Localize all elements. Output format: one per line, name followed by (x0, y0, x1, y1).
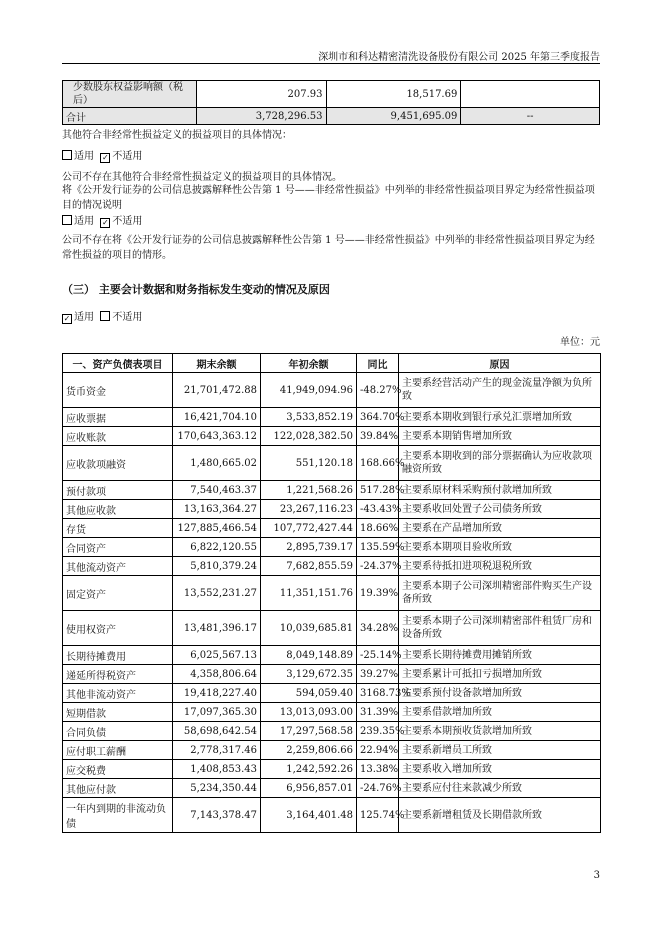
yoy-change: -24.76% (357, 779, 399, 798)
beginning-balance: 122,028,382.50 (261, 427, 357, 446)
option-label: 不适用 (112, 216, 143, 227)
table-row (63, 81, 600, 108)
yoy-change: 31.39% (357, 703, 399, 722)
unit-label: 单位：元 (560, 337, 600, 348)
paragraph: 将《公开发行证券的公司信息披露解释性公告第 1 号——非经常性损益》中列举的非经常性损益项目界定为经常性损益项目的情况说明 (62, 185, 595, 211)
non-recurring-summary-table (62, 80, 600, 125)
yoy-change: 168.66% (357, 446, 399, 481)
row-item-name: 其他应收款 (63, 500, 173, 519)
option-row (62, 149, 600, 164)
row-item-name: 短期借款 (63, 703, 173, 722)
option-label: 适用 (74, 151, 94, 162)
table-row (63, 703, 601, 722)
ending-balance: 13,552,231.27 (173, 576, 261, 611)
yoy-change: 19.39% (357, 576, 399, 611)
ytd-value: 9,451,695.09 (326, 108, 461, 125)
note-value (461, 81, 600, 108)
ending-balance: 1,408,853.43 (173, 760, 261, 779)
change-reason: 主要系收回处置子公司债务所致 (399, 500, 601, 519)
yoy-change: 125.74% (357, 798, 399, 833)
beginning-balance: 23,267,116.23 (261, 500, 357, 519)
table-row (63, 646, 601, 665)
ending-balance: 13,163,364.27 (173, 500, 261, 519)
ending-balance: 17,097,365.30 (173, 703, 261, 722)
row-item-name: 其他应付款 (63, 779, 173, 798)
table-row (63, 798, 601, 833)
change-reason: 主要系本期收到银行承兑汇票增加所致 (399, 408, 601, 427)
table-row (63, 576, 601, 611)
option-label: 适用 (74, 216, 94, 227)
beginning-balance: 3,129,672.35 (261, 665, 357, 684)
table-row (63, 684, 601, 703)
beginning-balance: 1,221,568.26 (261, 481, 357, 500)
ending-balance: 19,418,227.40 (173, 684, 261, 703)
beginning-balance: 6,956,857.01 (261, 779, 357, 798)
column-header: 一、资产负债表项目 (63, 354, 173, 373)
row-item-name: 其他非流动资产 (63, 684, 173, 703)
beginning-balance: 11,351,151.76 (261, 576, 357, 611)
ending-balance: 6,025,567.13 (173, 646, 261, 665)
yoy-change: 364.70% (357, 408, 399, 427)
yoy-change: -24.37% (357, 557, 399, 576)
table-row (63, 611, 601, 646)
option-label: 不适用 (112, 151, 143, 162)
change-reason: 主要系长期待摊费用摊销所致 (399, 646, 601, 665)
table-row (63, 779, 601, 798)
section-title: （三） 主要会计数据和财务指标发生变动的情况及原因 (62, 283, 330, 296)
paragraph: 公司不存在将《公开发行证券的公司信息披露解释性公告第 1 号——非经常性损益》中列举的非经常性损益项目界定为经常性损益的项目的情形。 (62, 235, 595, 261)
ending-balance: 4,358,806.64 (173, 665, 261, 684)
row-item-name: 其他流动资产 (63, 557, 173, 576)
column-header: 同比 (357, 354, 399, 373)
ending-balance: 16,421,704.10 (173, 408, 261, 427)
ending-balance: 5,810,379.24 (173, 557, 261, 576)
beginning-balance: 107,772,427.44 (261, 519, 357, 538)
checkbox-unchecked[interactable] (100, 311, 110, 321)
table-row (63, 373, 601, 408)
ending-balance: 127,885,466.54 (173, 519, 261, 538)
table-row (63, 665, 601, 684)
change-reason: 主要系本期预收货款增加所致 (399, 722, 601, 741)
checkbox-checked[interactable]: ✓ (102, 218, 109, 227)
yoy-change: 239.35% (357, 722, 399, 741)
option-row (62, 214, 600, 229)
beginning-balance: 10,039,685.81 (261, 611, 357, 646)
change-reason: 主要系收入增加所致 (399, 760, 601, 779)
row-label: 少数股东权益影响额（税后） (63, 81, 197, 108)
row-item-name: 递延所得税资产 (63, 665, 173, 684)
yoy-change: 34.28% (357, 611, 399, 646)
yoy-change: 39.84% (357, 427, 399, 446)
page-number: 3 (593, 870, 600, 881)
beginning-balance: 17,297,568.58 (261, 722, 357, 741)
row-item-name: 预付款项 (63, 481, 173, 500)
yoy-change: 39.27% (357, 665, 399, 684)
change-reason: 主要系原材料采购预付款增加所致 (399, 481, 601, 500)
row-item-name: 固定资产 (63, 576, 173, 611)
row-item-name: 应付职工薪酬 (63, 741, 173, 760)
ending-balance: 2,778,317.46 (173, 741, 261, 760)
option-label: 适用 (74, 312, 94, 323)
row-item-name: 合同资产 (63, 538, 173, 557)
beginning-balance: 2,259,806.66 (261, 741, 357, 760)
ending-balance: 6,822,120.55 (173, 538, 261, 557)
ending-balance: 170,643,363.12 (173, 427, 261, 446)
beginning-balance: 13,013,093.00 (261, 703, 357, 722)
checkbox-unchecked[interactable] (62, 215, 72, 225)
table-header-row (63, 354, 601, 373)
table-row (63, 427, 601, 446)
table-row (63, 741, 601, 760)
ending-balance: 1,480,665.02 (173, 446, 261, 481)
page-header: 深圳市和科达精密清洗设备股份有限公司 2025 年第三季度报告 (318, 52, 600, 63)
table-row (63, 557, 601, 576)
ending-balance: 13,481,396.17 (173, 611, 261, 646)
row-label: 合计 (63, 108, 197, 125)
ytd-value: 18,517.69 (326, 81, 461, 108)
beginning-balance: 551,120.18 (261, 446, 357, 481)
change-reason: 主要系本期子公司深圳精密部件租赁厂房和设备所致 (399, 611, 601, 646)
table-row (63, 519, 601, 538)
change-reason: 主要系经营活动产生的现金流量净额为负所致 (399, 373, 601, 408)
change-reason: 主要系本期项目验收所致 (399, 538, 601, 557)
table-row (63, 538, 601, 557)
change-reason: 主要系本期收到的部分票据确认为应收款项融资所致 (399, 446, 601, 481)
header-divider (62, 63, 600, 64)
yoy-change: 13.38% (357, 760, 399, 779)
ending-balance: 7,143,378.47 (173, 798, 261, 833)
yoy-change: 135.59% (357, 538, 399, 557)
beginning-balance: 7,682,855.59 (261, 557, 357, 576)
checkbox-unchecked[interactable] (62, 150, 72, 160)
current-value: 207.93 (196, 81, 326, 108)
ending-balance: 58,698,642.54 (173, 722, 261, 741)
change-reason: 主要系累计可抵扣亏损增加所致 (399, 665, 601, 684)
change-reason: 主要系新增员工所致 (399, 741, 601, 760)
yoy-change: -25.14% (357, 646, 399, 665)
yoy-change: 22.94% (357, 741, 399, 760)
beginning-balance: 3,533,852.19 (261, 408, 357, 427)
row-item-name: 存货 (63, 519, 173, 538)
change-reason: 主要系借款增加所致 (399, 703, 601, 722)
table-row (63, 481, 601, 500)
yoy-change: 517.28% (357, 481, 399, 500)
ending-balance: 21,701,472.88 (173, 373, 261, 408)
row-item-name: 合同负债 (63, 722, 173, 741)
row-item-name: 长期待摊费用 (63, 646, 173, 665)
ending-balance: 7,540,463.37 (173, 481, 261, 500)
table-row (63, 108, 600, 125)
yoy-change: -48.27% (357, 373, 399, 408)
column-header: 期末余额 (173, 354, 261, 373)
change-reason: 主要系在产品增加所致 (399, 519, 601, 538)
row-item-name: 应收账款 (63, 427, 173, 446)
beginning-balance: 2,895,739.17 (261, 538, 357, 557)
table-row (63, 722, 601, 741)
row-item-name: 使用权资产 (63, 611, 173, 646)
change-reason: 主要系应付往来款减少所致 (399, 779, 601, 798)
table-row (63, 500, 601, 519)
option-row (62, 310, 600, 325)
column-header: 年初余额 (261, 354, 357, 373)
row-item-name: 应交税费 (63, 760, 173, 779)
column-header: 原因 (399, 354, 601, 373)
checkbox-checked[interactable]: ✓ (63, 314, 71, 323)
yoy-change: 18.66% (357, 519, 399, 538)
yoy-change: 3168.73% (357, 684, 399, 703)
beginning-balance: 1,242,592.26 (261, 760, 357, 779)
change-reason: 主要系本期子公司深圳精密部件购买生产设备所致 (399, 576, 601, 611)
change-reason: 主要系待抵扣进项税退税所致 (399, 557, 601, 576)
row-item-name: 应收款项融资 (63, 446, 173, 481)
change-reason: 主要系预付设备款增加所致 (399, 684, 601, 703)
yoy-change: -43.43% (357, 500, 399, 519)
row-item-name: 货币资金 (63, 373, 173, 408)
change-reason: 主要系本期销售增加所致 (399, 427, 601, 446)
beginning-balance: 594,059.40 (261, 684, 357, 703)
change-reason: 主要系新增租赁及长期借款所致 (399, 798, 601, 833)
beginning-balance: 8,049,148.89 (261, 646, 357, 665)
row-item-name: 应收票据 (63, 408, 173, 427)
paragraph: 公司不存在其他符合非经常性损益定义的损益项目的具体情况。 (62, 172, 342, 183)
checkbox-checked[interactable]: ✓ (102, 153, 109, 162)
balance-sheet-changes-table (62, 353, 601, 833)
ending-balance: 5,234,350.44 (173, 779, 261, 798)
row-item-name: 一年内到期的非流动负债 (63, 798, 173, 833)
paragraph: 其他符合非经常性损益定义的损益项目的具体情况： (62, 130, 292, 141)
beginning-balance: 41,949,094.96 (261, 373, 357, 408)
table-row (63, 446, 601, 481)
beginning-balance: 3,164,401.48 (261, 798, 357, 833)
option-label: 不适用 (112, 312, 143, 323)
current-value: 3,728,296.53 (196, 108, 326, 125)
table-row (63, 408, 601, 427)
table-row (63, 760, 601, 779)
note-value: -- (461, 108, 600, 125)
